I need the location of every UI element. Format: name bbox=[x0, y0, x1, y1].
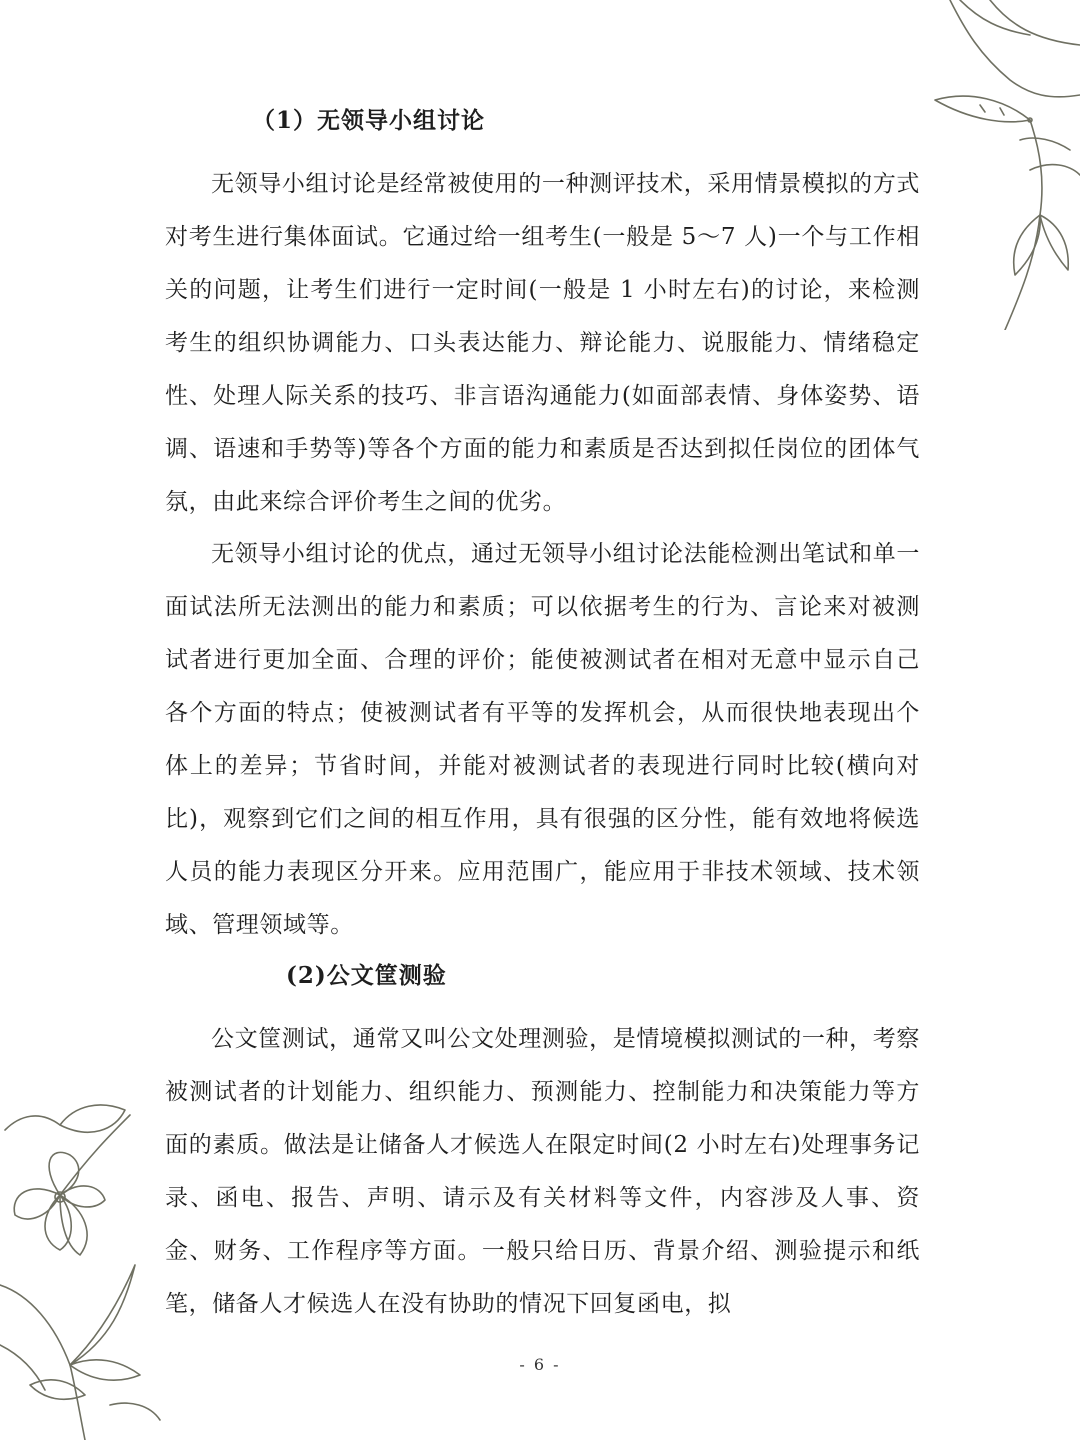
section-1-paragraph-1: 无领导小组讨论是经常被使用的一种测评技术，采用情景模拟的方式对考生进行集体面试。它通过给一组考生(一般是 5～7 人)一个与工作相关的问题，让考生们进行一定时间(一般是 1 小时左右)的讨论，来检测考生的组织协调能力、口头表达能力、辩论能力、说服能力、情绪稳定性、处理人际关系的技巧、非言语沟通能力(如面部表情、身体姿势、语调、语速和手势等)等各个方面的能力和素质是否达到拟任岗位的团体气氛，由此来综合评价考生之间的优劣。 bbox=[165, 171, 920, 515]
section-2-paragraph-1: 公文筐测试，通常又叫公文处理测验，是情境模拟测试的一种，考察被测试者的计划能力、组织能力、预测能力、控制能力和决策能力等方面的素质。做法是让储备人才候选人在限定时间(2 小时左右)处理事务记录、函电、报告、声明、请示及有关材料等文件，内容涉及人事、资金、财务、工作程序等方面。一般只给日历、背景介绍、测验提示和纸笔，储备人才候选人在没有协助的情况下回复函电，拟 bbox=[165, 1026, 920, 1317]
floral-lily-icon bbox=[920, 0, 1080, 330]
page-number: - 6 - bbox=[519, 1355, 561, 1374]
floral-blossom-icon bbox=[0, 1085, 190, 1440]
section-heading-1: （1）无领导小组讨论 bbox=[252, 107, 486, 134]
section-heading-2: (2)公文筐测验 bbox=[286, 962, 447, 989]
section-1-paragraph-2: 无领导小组讨论的优点，通过无领导小组讨论法能检测出笔试和单一面试法所无法测出的能力和素质；可以依据考生的行为、言论来对被测试者进行更加全面、合理的评价；能使被测试者在相对无意中显示自己各个方面的特点；使被测试者有平等的发挥机会，从而很快地表现出个体上的差异；节省时间，并能对被测试者的表现进行同时比较(横向对比)，观察到它们之间的相互作用，具有很强的区分性，能有效地将候选人员的能力表现区分开来。应用范围广，能应用于非技术领域、技术领域、管理领域等。 bbox=[165, 541, 920, 938]
